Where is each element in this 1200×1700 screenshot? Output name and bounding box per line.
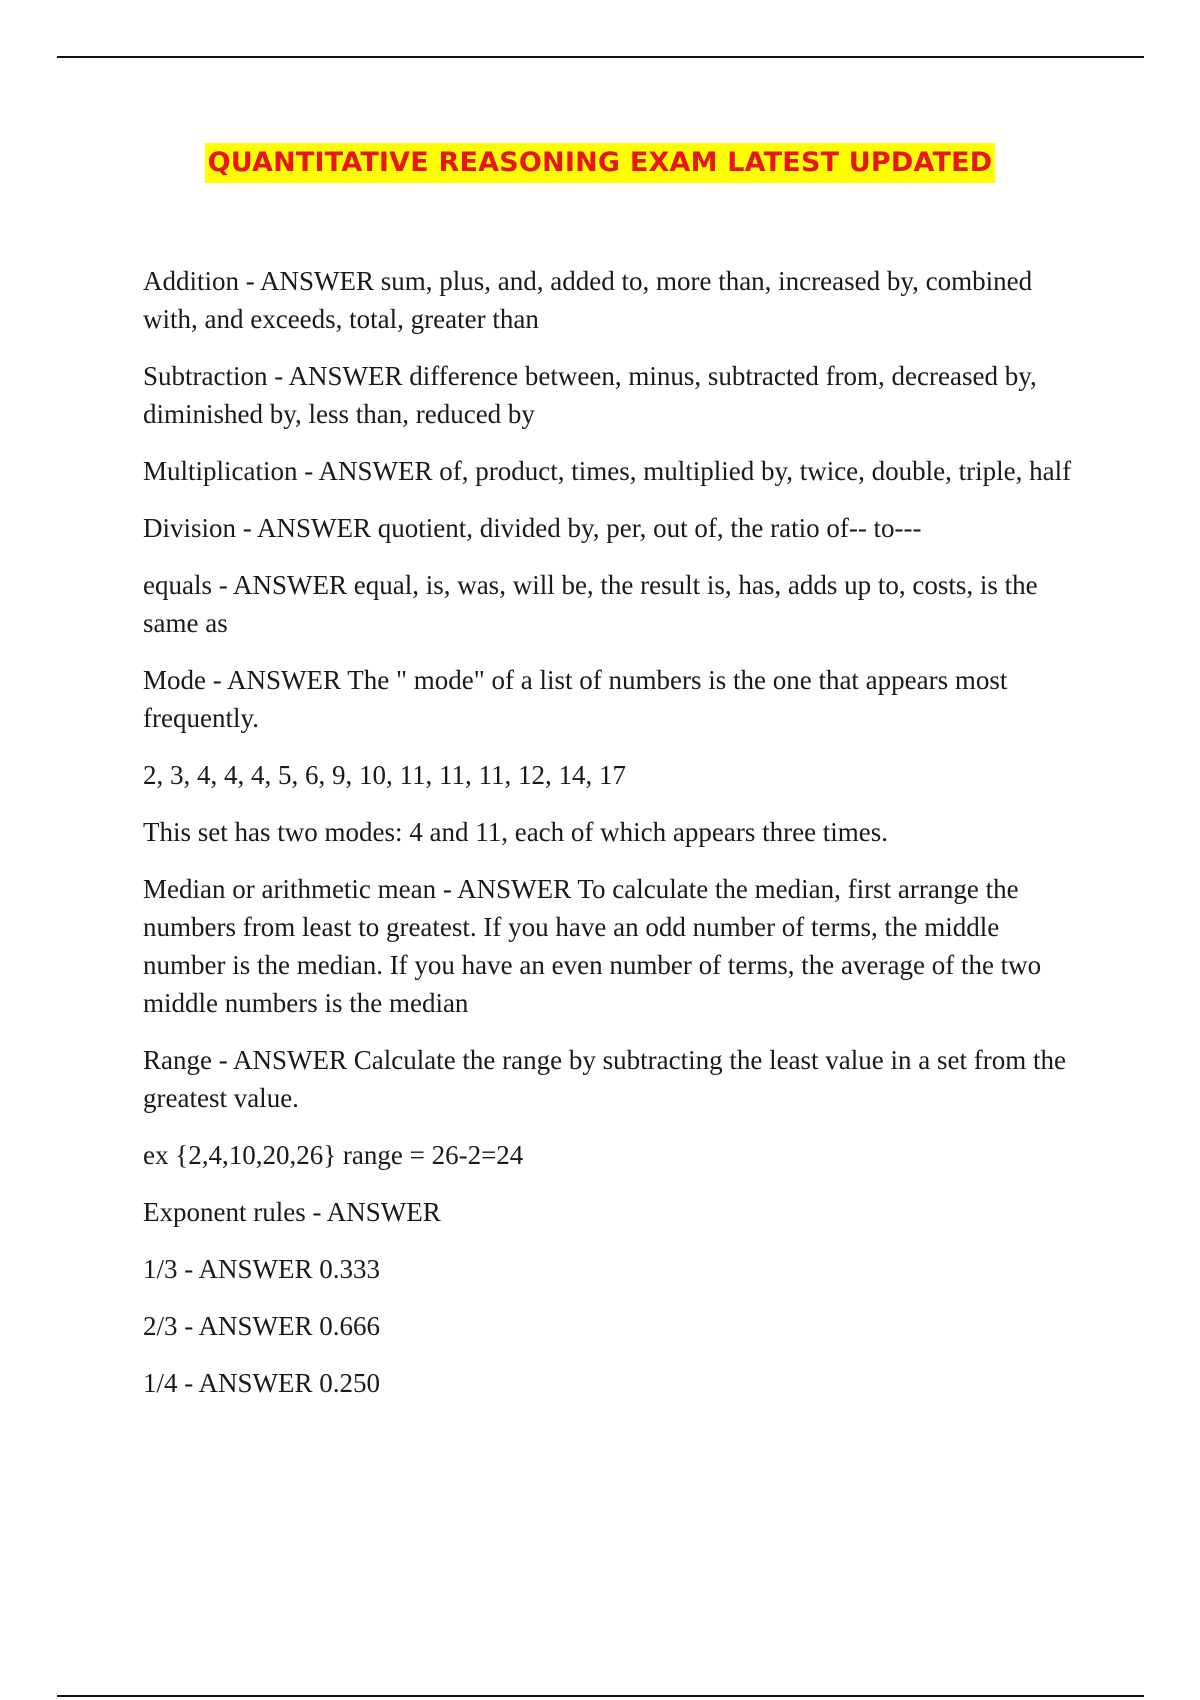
document-title: QUANTITATIVE REASONING EXAM LATEST UPDATED: [205, 143, 996, 183]
paragraph-range: Range - ANSWER Calculate the range by subtracting the least value in a set from the greatest value.: [143, 1045, 1066, 1113]
paragraph-one-quarter: 1/4 - ANSWER 0.250: [143, 1368, 381, 1398]
paragraph-exponent-rules: Exponent rules - ANSWER: [143, 1197, 441, 1227]
paragraph-equals: equals - ANSWER equal, is, was, will be, the result is, has, adds up to, costs, is the same as: [143, 570, 1038, 638]
document-body: [143, 262, 1088, 1421]
paragraph-mode-example: 2, 3, 4, 4, 4, 5, 6, 9, 10, 11, 11, 11, 12, 14, 17: [143, 760, 626, 790]
paragraph-addition: Addition - ANSWER sum, plus, and, added to, more than, increased by, combined with, and exceeds, total, greater than: [143, 266, 1033, 334]
title-container: [0, 143, 1200, 183]
paragraph-mode: Mode - ANSWER The " mode" of a list of numbers is the one that appears most frequently.: [143, 665, 1008, 733]
paragraph-one-third: 1/3 - ANSWER 0.333: [143, 1254, 381, 1284]
paragraph-range-example: ex {2,4,10,20,26} range = 26-2=24: [143, 1140, 524, 1170]
paragraph-two-thirds: 2/3 - ANSWER 0.666: [143, 1311, 381, 1341]
top-rule: [57, 56, 1144, 58]
paragraph-division: Division - ANSWER quotient, divided by, per, out of, the ratio of-- to---: [143, 513, 922, 543]
paragraph-mode-explanation: This set has two modes: 4 and 11, each of which appears three times.: [143, 817, 889, 847]
paragraph-subtraction: Subtraction - ANSWER difference between, minus, subtracted from, decreased by, diminished by, less than, reduced by: [143, 361, 1037, 429]
paragraph-median: Median or arithmetic mean - ANSWER To calculate the median, first arrange the numbers from least to greatest. If you have an odd number of terms, the middle number is the median. If you have an even number of terms, the average of the two middle numbers is the median: [143, 874, 1042, 1018]
paragraph-multiplication: Multiplication - ANSWER of, product, times, multiplied by, twice, double, triple, half: [143, 456, 1072, 486]
bottom-rule: [57, 1695, 1144, 1697]
